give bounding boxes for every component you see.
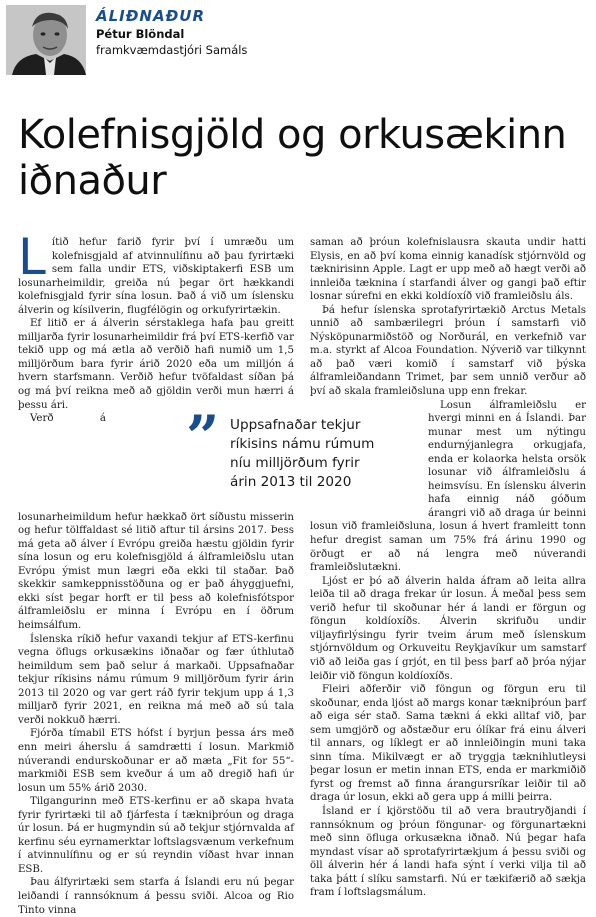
drop-cap: L xyxy=(18,228,46,286)
pullquote-text: Uppsafnaðar tekjur ríkisins námu rúmum níu milljörðum fyrir árin 2013 til 2020 xyxy=(230,417,375,490)
body-paragraph: Losun álframleiðslu er hvergi minni en á Íslandi. Þar munar mest um nýtingu endurnýjanlegra orkugjafa, enda er kolaorka helsta orsök losunar við álframleiðslu á heimsvísu. En íslensku álverin hafa einnig náð góðum árangri við að draga úr beinni losun við framleiðsluna, losun á hvert framleitt tonn hefur dregist saman um 75% frá árinu 1990 og örðugt er að ná lengra með núverandi framleiðslutækni. xyxy=(310,399,586,574)
body-paragraph: Fjórða tímabil ETS hófst í byrjun þessa árs með enn meiri áherslu á samdrætti í losun. Markmið núverandi endurskoðunar er að mæta „Fit for 55“-markmiði ESB sem kveður á um að dregið hafi úr losun um 55% árið 2030. xyxy=(18,728,294,794)
author-role: framkvæmdastjóri Samáls xyxy=(96,43,248,57)
section-label: ÁLIÐNAÐUR xyxy=(96,7,205,25)
body-paragraph: Ljóst er þó að álverin halda áfram að leita allra leiða til að draga frekar úr losun. Á meðal þess sem verið hefur til skoðunar hér á landi er förgun og föngun koldíoxíðs. Álverin skrifuðu undir viljayfirlýsingu fyrir tveim árum með íslenskum stjórnvöldum og Orkuveitu Reykjavíkur um samstarf við að leiða gas í grjót, en til þess þarf að þróa nýjar leiðir við föngun koldíoxíðs. xyxy=(310,575,586,682)
body-paragraph: Lítið hefur farið fyrir því í umræðu um kolefnisgjald af atvinnulífinu að þau fyrirtæki sem falla undir ETS, viðskiptakerfi ESB um losunarheimildir, greiða nú þegar ört hækkandi kolefnisgjald fyrir sína losun. Það á við um íslensku álverin og kísilverin, flugfélögin og orkufyrirtækin. xyxy=(18,228,294,316)
body-paragraph: Verð á losunarheimildum hefur hækkað ört síðustu misserin og hefur tölffaldast sé litið aftur til ársins 2017. Þess má geta að álver í Evrópu greiða hæstu gjöldin fyrir sína losun og eru kolefnisgjöld á álframleiðslu utan Evrópu ýmist mun lægri eða ekki til staðar. Það skekkir samkeppnisstöðuna og er það áhyggjuefni, ekki síst þegar horft er til þess að kolefnisfótspor álframleiðslu er minna í Evrópu en í öðrum heimsálfum. xyxy=(18,413,294,632)
quote-mark-icon: ” xyxy=(186,403,220,471)
article-column-right xyxy=(310,236,586,900)
body-paragraph: Tilgangurinn með ETS-kerfinu er að skapa hvata fyrir fyrirtæki til að fjárfesta í tækniþróun og draga úr losun. Þá er hugmyndin sú að tekjur stjórnvalda af kerfinu séu eyrnamerktar loftslagsvænum verkefnum í atvinnulífinu og er sú reyndin víðast hvar innan ESB. xyxy=(18,796,294,875)
article-headline: Kolefnisgjöld og orkusækinn iðnaður xyxy=(18,112,567,204)
author-name: Pétur Blöndal xyxy=(96,27,185,41)
body-paragraph: Ef litið er á álverin sérstaklega hafa þau greitt milljarða fyrir losunarheimildir frá því ETS-kerfið var tekið upp og má ætla að verðið hafi numið um 1,5 milljörðum bara fyrir árið 2020 eða um milljón á hvern starfsmann. Verðið hefur tvöfaldast síðan þá og má því reikna með að gjöldin verði mun hærri á þessu ári. xyxy=(18,318,294,411)
body-paragraph: saman að þróun kolefnislausra skauta undir hatti Elysis, en að því koma einnig kanadísk stjórnvöld og tæknirisinn Apple. Lagt er upp með að hægt verði að innleiða tæknina í starfandi álver og gangi það eftir losnar súrefni en ekki koldíoxíð við framleiðslu áls. xyxy=(310,237,586,303)
body-paragraph: Þau álfyrirtæki sem starfa á Íslandi eru nú þegar leiðandi í rannsóknum á þessu sviði. Alcoa og Rio Tinto vinna xyxy=(18,877,294,916)
body-paragraph: Íslenska ríkið hefur vaxandi tekjur af ETS-kerfinu vegna öflugs orkusækins iðnaðar og fær úthlutað heimildum sem það selur á markaði. Uppsafnaðar tekjur ríkisins námu rúmum 9 milljörðum fyrir árin 2013 til 2020 og var gert ráð fyrir tekjum upp á 1,3 milljarð fyrir 2021, en reikna má með að sú tala verði nokkuð hærri. xyxy=(18,633,294,726)
body-paragraph: Þá hefur íslenska sprotafyrirtækið Arctus Metals unnið að sambærilegri þróun í samstarfi við Nýsköpunarmiðstöð og Norðurál, en verkefnið var m.a. styrkt af Alcoa Foundation. Nýverið var tilkynnt að það væri komið í samstarf við þýska álframleiðandann Trimet, þar sem unnið verður að því að skala framleiðsluna upp enn frekar. xyxy=(310,304,586,398)
body-paragraph: Ísland er í kjörstöðu til að vera brautryðjandi í rannsóknum og þróun föngunar- og förgunartækni með sinn öfluga orkusækna iðnað. Nú þegar hafa myndast vísar að sprotafyrirtækjum á þessu sviði og öll álverin hér á landi hafa sýnt í verki vilja til að taka þátt í slíku samstarfi. Nú er tækifærið að sækja fram í loftslagsmálum. xyxy=(310,805,586,899)
body-paragraph: Fleiri aðferðir við föngun og förgun eru til skoðunar, enda ljóst að margs konar tækniþróun þarf að eiga sér stað. Sama tækni á ekki alltaf við, þar sem umgjörð og aðstæður eru ólíkar frá einu álveri til annars, og líklegt er að innleiðingin muni taka sinn tíma. Mikilvægt er að tryggja tæknihlutleysi þegar losun er metin innan ETS, enda er markmiðið fyrst og fremst að finna árangursríkar leiðir til að draga úr losun, ekki að gera upp á milli þeirra. xyxy=(310,684,586,804)
author-photo xyxy=(6,5,86,75)
article-column-left xyxy=(18,228,294,917)
